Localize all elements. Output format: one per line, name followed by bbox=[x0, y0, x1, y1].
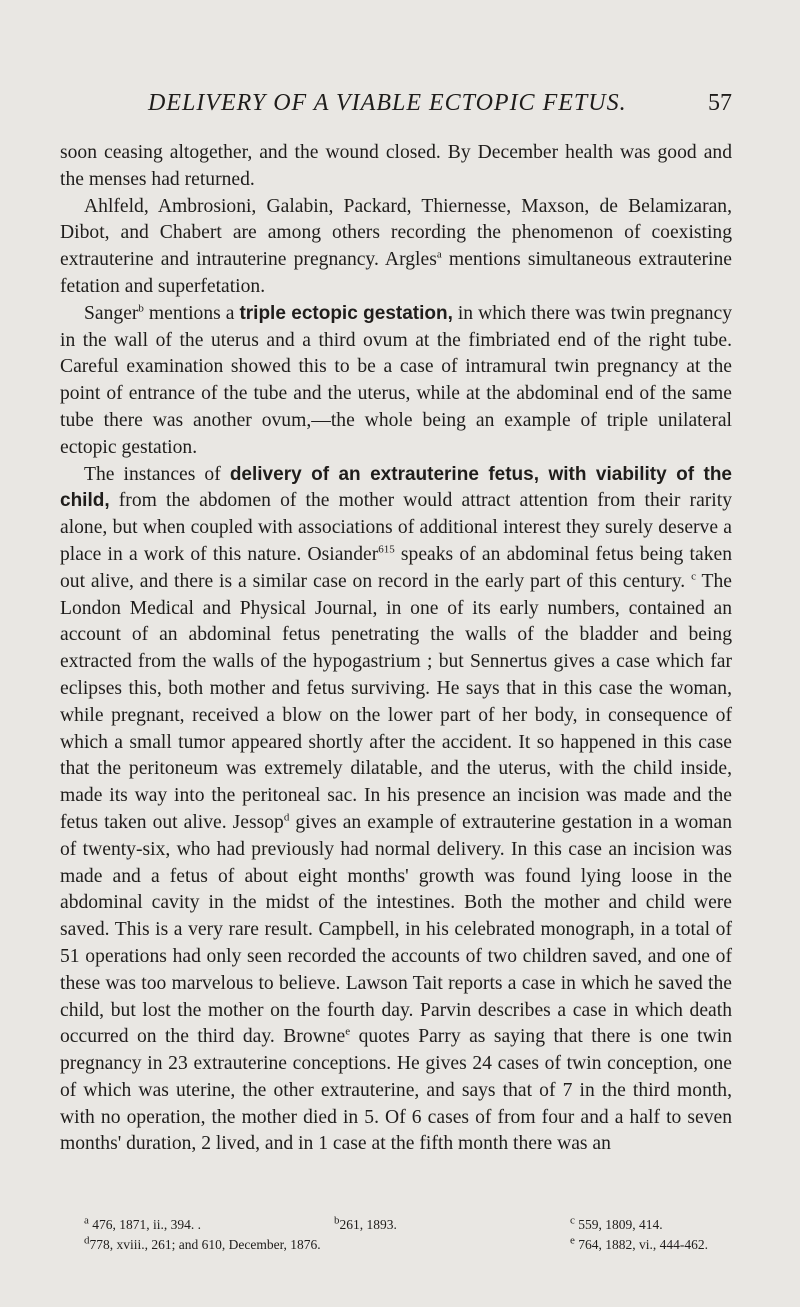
page-number: 57 bbox=[708, 90, 732, 116]
footnote-ref: e bbox=[345, 1025, 351, 1038]
paragraph: The instances of delivery of an extrauterine fetus, with viability of the child, from the abdomen of the mother would attract attention from their rarity alone, but when coupled with associations of additional interest they surely deserve a place in a work of this nature. Osiander$^{615}$ speaks of an abdominal fetus being taken out alive, and there is a similar case on record in the early part of this century. $^c$ The London Medical and Physical Journal, in one of its early numbers, contained an account of an abdominal fetus penetrating the walls of the bladder and being extracted from the walls of the hypogastrium ; but Sennertus gives a case which far eclipses this, both mother and fetus surviving. He says that in this case the woman, while pregnant, received a blow on the lower part of her body, in consequence of which a small tumor appeared shortly after the accident. It so happened in this case that the peritoneum was extremely dilatable, and the uterus, with the child inside, made its way into the peritoneal sac. In his presence an incision was made and the fetus taken out alive. Jessop$^d$ gives an example of extrauterine gestation in a woman of twenty-six, who had previously had normal delivery. In this case an incision was made and a fetus of about eight months' growth was found lying loose in the abdominal cavity in the midst of the intestines. Both the mother and child were saved. This is a very rare result. Campbell, in his celebrated monograph, in a total of 51 operations had only seen recorded the accounts of two children saved, and one of these was too marvelous to believe. Lawson Tait reports a case in which he saved the child, but lost the mother on the fourth day. Parvin describes a case in which death occurred on the third day. Browne$^e$ quotes Parry as saying that there is one twin pregnancy in 23 extrauterine conceptions. He gives 24 cases of twin conception, one of which was uterine, the other extrauterine, and says that of 7 in the third month, with no operation, the mother died in 5. Of 6 cases of from four and a half to seven months' duration, 2 lived, and in 1 case at the fifth month there was an bbox=[60, 463, 733, 1155]
footnote-row bbox=[60, 1235, 732, 1255]
running-header bbox=[60, 90, 732, 120]
footnote-ref: d bbox=[283, 811, 290, 824]
footnote-ref: c bbox=[691, 570, 696, 583]
footnote-c: $^c$ 559, 1809, 414. bbox=[570, 1214, 663, 1232]
footnote-ref: b bbox=[138, 302, 144, 315]
paragraph: Ahlfeld, Ambrosioni, Galabin, Packard, Thiernesse, Maxson, de Belamizaran, Dibot, and Chabert are among others recording the phenomenon of coexisting extrauterine and intrauterine pregnancy. Argles$^a$ mentions simultaneous extrauterine fetation and superfetation. bbox=[60, 195, 732, 297]
footnote-row bbox=[60, 1215, 732, 1235]
paragraph: Sanger$^b$ mentions a triple ectopic gestation, in which there was twin pregnancy in the wall of the uterus and a third ovum at the fimbriated end of the right tube. Careful examination showed this to be a case of intramural twin pregnancy at the point of entrance of the tube and the uterus, while at the abdominal end of the same tube there was another ovum,—the whole being an example of triple unilateral ectopic gestation. bbox=[60, 302, 732, 458]
paragraph: soon ceasing altogether, and the wound closed. By December health was good and the menses had returned. bbox=[60, 142, 732, 190]
bold-term: delivery of an extrauterine fetus, with viability of the child, bbox=[60, 463, 732, 512]
footnote-e: $^e$ 764, 1882, vi., 444-462. bbox=[570, 1234, 709, 1252]
footnote-ref: a bbox=[436, 248, 442, 261]
footnote-a: $^a$ 476, 1871, ii., 394. . bbox=[84, 1214, 202, 1232]
footnotes bbox=[60, 1215, 732, 1255]
bold-term: triple ectopic gestation, bbox=[239, 302, 453, 324]
footnote-d: $^d$778, xviii., 261; and 610, December, 1876. bbox=[84, 1234, 321, 1252]
footnote-b: $^b$261, 1893. bbox=[334, 1214, 397, 1232]
footnote-ref: 615 bbox=[378, 543, 395, 556]
running-title: DELIVERY OF A VIABLE ECTOPIC FETUS. bbox=[148, 90, 627, 116]
body-text bbox=[60, 140, 732, 1158]
